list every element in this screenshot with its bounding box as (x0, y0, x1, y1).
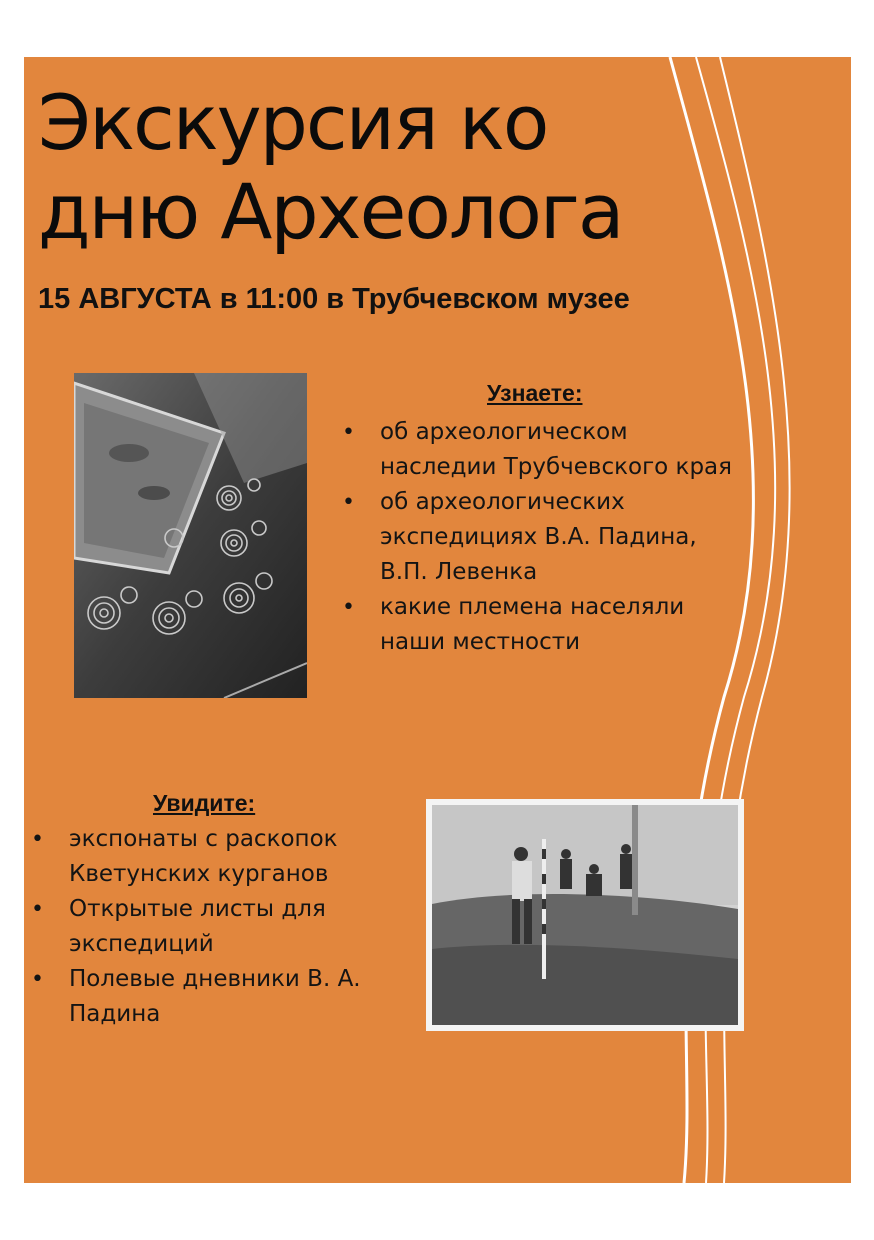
event-date-place: 15 АВГУСТА в 11:00 в Трубчевском музее (38, 283, 630, 315)
list-item: • Полевые дневники В. А. Падина (31, 962, 411, 1032)
list-item: • Открытые листы для экспедиций (31, 892, 411, 962)
learn-list (342, 415, 742, 660)
list-item: • экспонаты с раскопок Кветунских курганов (31, 822, 411, 892)
list-item: • об археологическом наследии Трубчевского края (342, 415, 742, 485)
title-line-1: Экскурсия ко (38, 78, 548, 167)
learn-heading: Узнаете: (487, 380, 583, 406)
see-list (31, 822, 411, 1032)
see-heading: Увидите: (153, 790, 256, 816)
poster (24, 57, 851, 1183)
list-item: • об археологических экспедициях В.А. Падина, В.П. Левенка (342, 485, 742, 590)
photo-archaeologists-field (426, 799, 744, 1031)
photo-bronze-ornaments (74, 373, 307, 698)
list-item: • какие племена населяли наши местности (342, 590, 742, 660)
title-line-2: дню Археолога (38, 167, 623, 256)
